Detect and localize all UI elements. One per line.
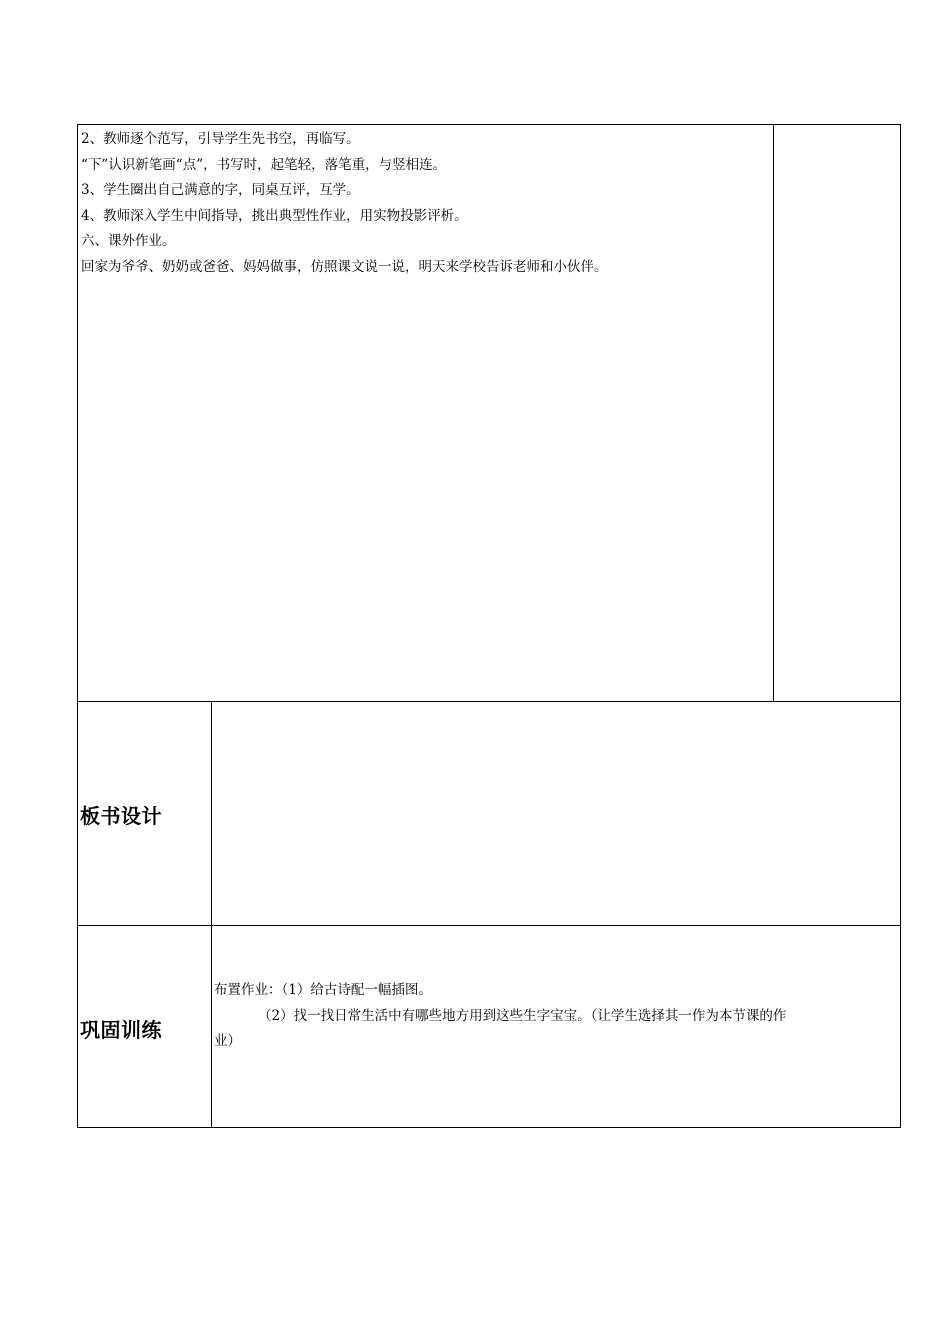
notes-column-divider (773, 124, 774, 702)
consolidation-content (214, 978, 904, 1055)
procedure-line: 3、学生圈出自己满意的字，同桌互评，互学。 (81, 182, 360, 199)
teaching-procedure-cell (81, 127, 771, 281)
homework-line-2: （2）找一找日常生活中有哪些地方用到这些生字宝宝。（让学生选择其一作为本节课的作 (258, 1007, 787, 1024)
homework-line-3: 业） (214, 1033, 241, 1049)
homework-line-1: 布置作业：（1）给古诗配一幅插图。 (214, 982, 432, 998)
table-bottom-border (77, 1127, 901, 1128)
procedure-line: 4、教师深入学生中间指导，挑出典型性作业，用实物投影评析。 (81, 207, 468, 224)
board-design-content (214, 704, 898, 923)
label-column-divider (211, 701, 212, 1128)
table-top-border (77, 124, 901, 125)
table-left-border (77, 124, 78, 1128)
procedure-line: 回家为爷爷、奶奶或爸爸、妈妈做事，仿照课文说一说，明天来学校告诉老师和小伙伴。 (81, 258, 608, 275)
board-design-label: 板书设计 (80, 804, 162, 828)
procedure-line: “下”认识新笔画“点”，书写时，起笔轻，落笔重，与竖相连。 (81, 156, 447, 173)
row-divider-1 (77, 701, 901, 702)
procedure-line: 六、课外作业。 (81, 233, 176, 250)
row-divider-2 (77, 925, 901, 926)
consolidation-label: 巩固训练 (80, 1018, 162, 1042)
procedure-line: 2、教师逐个范写，引导学生先书空，再临写。 (81, 131, 360, 147)
